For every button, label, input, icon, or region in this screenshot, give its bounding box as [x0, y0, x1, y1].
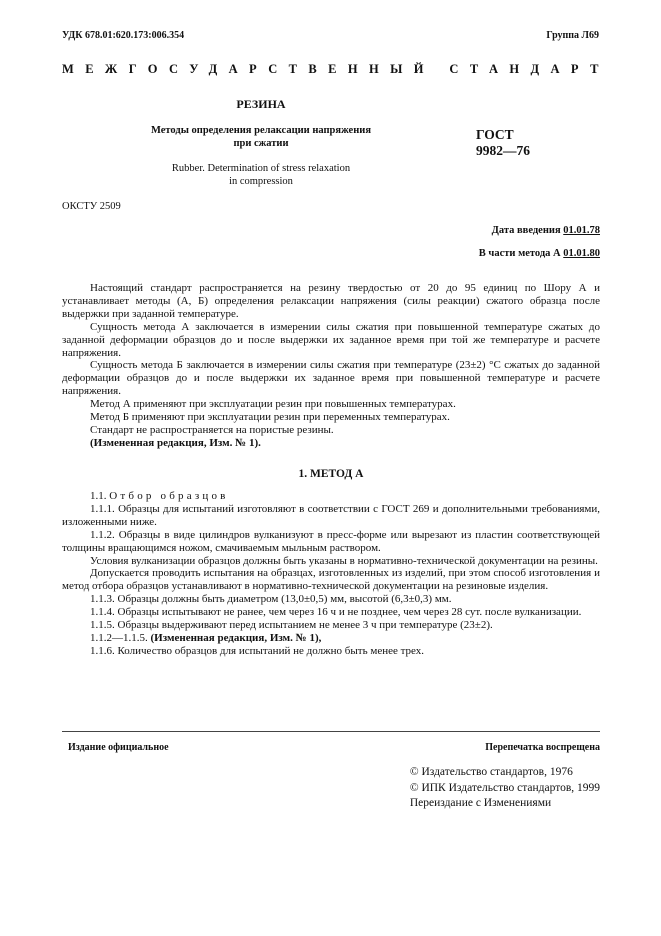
intro-revision-note: (Измененная редакция, Изм. № 1). [90, 436, 261, 449]
gost-number [476, 127, 596, 159]
reprint-prohibited-label: Перепечатка воспрещена [485, 742, 600, 753]
official-edition-label: Издание официальное [68, 742, 169, 753]
copyright-line: Переиздание с Изменениями [409, 797, 552, 809]
udk-code: УДК 678.01:620.173:006.354 [62, 30, 185, 41]
intro-date-value: 01.01.78 [563, 225, 600, 236]
subsection-number: 1.1. [90, 490, 107, 502]
clause-1-1-5: 1.1.5. Образцы выдерживают перед испытанием не менее 3 ч при температуре (23±2). [90, 619, 493, 632]
standard-banner: МЕЖГОСУДАРСТВЕННЫЙ СТАНДАРТ [62, 62, 610, 76]
clause-conditions: Условия вулканизации образцов должны быть указаны в нормативно-технической документации на резины. [90, 554, 598, 567]
footer-divider [62, 731, 600, 732]
method-a-date [479, 248, 600, 259]
subtitle-line-1: Методы определения релаксации напряжения [150, 125, 371, 136]
method-a-date-value: 01.01.80 [563, 248, 600, 259]
subtitle-line-2: при сжатии [233, 138, 289, 149]
english-title-line-2: in compression [229, 176, 293, 187]
clause-1-1-1: 1.1.1. Образцы для испытаний изготовляют в соответствии с ГОСТ 269 и дополнительными требованиями, изложенными ниже. [62, 502, 600, 528]
intro-paragraph: Настоящий стандарт распространяется на резину твердостью от 20 до 95 единиц по Шору А и устанавливает методы (А, Б) определения релаксации напряжения (силы реакции) сжатого образца после выдержки при заданной температуре. [62, 282, 600, 320]
intro-paragraph: Метод Б применяют при эксплуатации резин при переменных температурах. [90, 411, 450, 424]
clause-1-1-6: 1.1.6. Количество образцов для испытаний не должно быть менее трех. [90, 644, 425, 657]
intro-date [492, 225, 600, 236]
copyright-line: © Издательство стандартов, 1976 [409, 766, 573, 778]
revision-note: (Измененная редакция, Изм. № 1), [150, 631, 322, 644]
document-subtitle [62, 124, 460, 150]
section-1-title: 1. МЕТОД А [298, 468, 364, 480]
clause-1-1-2: 1.1.2. Образцы в виде цилиндров вулканизуют в пресс-форме или вырезают из пластин соответствующей толщины вращающимся ножом, смачиваемым мыльным раствором. [62, 528, 600, 554]
method-a-date-label: В части метода А [478, 248, 561, 259]
copyright-block [410, 765, 600, 812]
gost-code: 9982—76 [476, 143, 530, 158]
group-code: Группа Л69 [546, 30, 599, 41]
intro-paragraph: Сущность метода Б заключается в измерении силы сжатия при температуре (23±2) °С сжатых до заданной деформации образцов до и после выдержки их заданное время при повышенной температуре и расчете напряжения. [62, 359, 600, 398]
intro-section [62, 282, 600, 450]
intro-paragraph: Метод А применяют при эксплуатации резин при повышенных температурах. [90, 398, 456, 411]
section-1-body [62, 490, 600, 658]
english-title-line-1: Rubber. Determination of stress relaxation [171, 163, 351, 174]
intro-date-label: Дата введения [491, 225, 561, 236]
clause-revision [62, 632, 600, 645]
copyright-line: © ИПК Издательство стандартов, 1999 [409, 781, 600, 794]
clause-1-1-3: 1.1.3. Образцы должны быть диаметром (13,0±0,5) мм, высотой (6,3±0,3) мм. [90, 593, 452, 606]
document-title: РЕЗИНА [236, 97, 286, 111]
intro-paragraph: Сущность метода А заключается в измерении силы сжатия при повышенной температуре сжатых до заданной деформации образцов до и после выдержки их заданное время при той же температуре и расчете напряжения. [62, 320, 600, 359]
clause-1-1-4: 1.1.4. Образцы испытывают не ранее, чем через 16 ч и не позднее, чем через 28 сут. после вулканизации. [90, 606, 582, 619]
intro-paragraph: Стандарт не распространяется на пористые резины. [90, 423, 334, 436]
gost-label: ГОСТ [476, 127, 514, 142]
subsection-heading [62, 490, 600, 503]
subsection-title: Отбор образцов [109, 490, 229, 502]
clause-allowed: Допускается проводить испытания на образцах, изготовленных из изделий, при этом способ изготовления и метод отбора образцов устанавливают в нормативно-технической документации на резиновые изделия. [62, 567, 600, 593]
revision-range: 1.1.2—1.1.5. [90, 631, 148, 644]
english-title [62, 162, 460, 188]
okstu-code: ОКСТУ 2509 [62, 201, 121, 212]
